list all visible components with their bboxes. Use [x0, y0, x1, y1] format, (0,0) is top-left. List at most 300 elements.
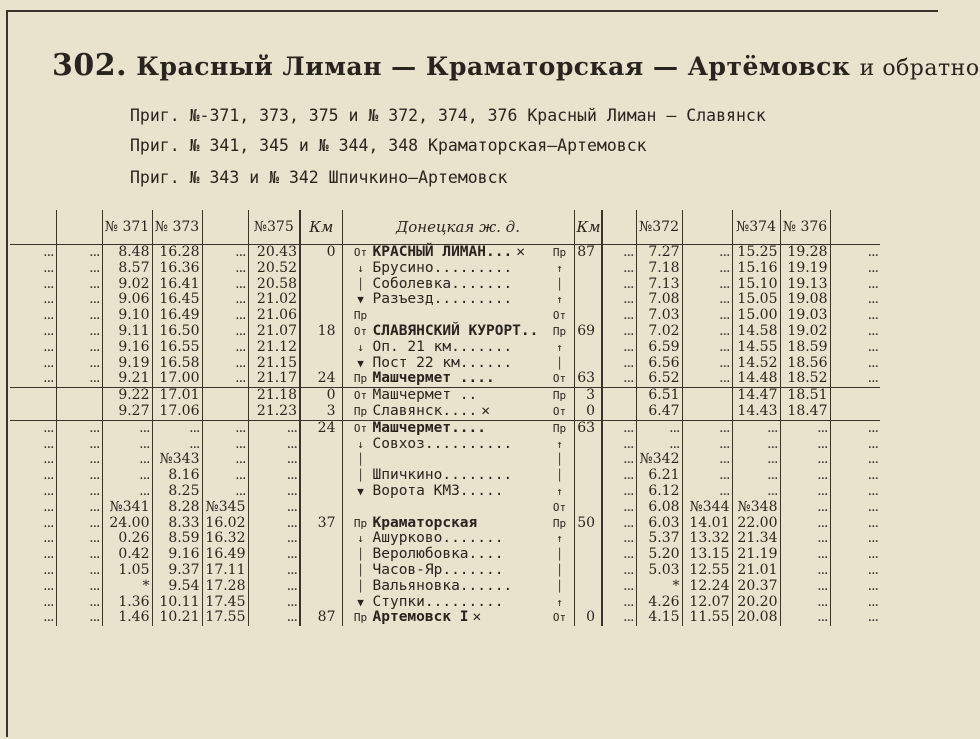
left-time-cell: ...: [43, 467, 54, 484]
station-name: Ступки.........: [372, 593, 504, 610]
direction-marker: Пр: [353, 372, 368, 386]
right-time-cell: ...: [602, 308, 636, 324]
right-time-cell: [830, 404, 880, 420]
right-time-cell: ...: [830, 484, 880, 500]
left-time-cell: 1.05: [102, 563, 152, 579]
right-time-cell: ...: [602, 563, 636, 579]
table-row: [10, 579, 936, 595]
right-time-cell: ...: [602, 610, 636, 626]
right-time-cell: 6.12: [636, 484, 682, 500]
left-time-cell: ...: [102, 437, 152, 453]
right-time-cell: ...: [830, 563, 880, 579]
left-time-cell: ...: [43, 244, 54, 260]
right-time-cell: [830, 388, 880, 404]
left-time-cell: ...: [202, 277, 248, 293]
right-time-cell: 5.20: [636, 547, 682, 563]
left-time-cell: ...: [56, 531, 102, 547]
direction-marker: От: [552, 404, 567, 418]
station-name: Шпичкино........: [372, 467, 513, 484]
station-cell: [342, 484, 574, 500]
direction-marker: От: [353, 421, 368, 435]
table-row: [10, 484, 936, 500]
right-time-cell: ...: [682, 245, 732, 261]
right-time-cell: ...: [830, 500, 880, 516]
right-time-cell: ...: [602, 277, 636, 293]
left-time-cell: *: [102, 579, 152, 595]
left-time-cell: ...: [102, 420, 152, 436]
right-time-cell: ...: [830, 437, 880, 453]
left-time-cell: ...: [202, 245, 248, 261]
right-time-cell: ...: [602, 595, 636, 611]
direction-marker: От: [353, 246, 368, 259]
right-time-cell: 12.07: [682, 595, 732, 611]
right-time-cell: ...: [602, 579, 636, 595]
left-time-cell: 16.49: [152, 308, 202, 324]
left-time-cell: 17.55: [202, 610, 248, 626]
station-name: Совхоз..........: [372, 435, 513, 452]
left-time-cell: 9.02: [102, 277, 152, 293]
right-time-cell: ...: [780, 610, 830, 626]
left-time-cell: 9.22: [102, 388, 152, 404]
left-time-cell: ...: [56, 484, 102, 500]
right-time-cell: №348: [732, 500, 780, 516]
left-time-cell: ...: [56, 563, 102, 579]
table-row: [10, 420, 936, 436]
right-time-cell: ...: [602, 356, 636, 372]
left-time-cell: ...: [43, 259, 54, 276]
left-time-cell: ...: [43, 275, 54, 292]
right-time-cell: 5.37: [636, 531, 682, 547]
right-time-cell: ...: [830, 468, 880, 484]
right-time-cell: ...: [602, 547, 636, 563]
km-cell: [300, 277, 342, 293]
left-time-cell: 20.52: [248, 261, 300, 277]
direction-marker: ↑: [556, 261, 563, 275]
right-time-cell: ...: [602, 516, 636, 532]
left-time-cell: 8.59: [152, 531, 202, 547]
left-time-cell: ...: [202, 356, 248, 372]
left-time-cell: ...: [248, 516, 300, 532]
station-cell: [342, 531, 574, 547]
direction-marker: Пр: [552, 421, 567, 435]
left-time-cell: 9.21: [102, 371, 152, 387]
table-row: [10, 340, 936, 356]
right-time-cell: 7.08: [636, 292, 682, 308]
right-time-cell: 7.03: [636, 308, 682, 324]
station-name: Ворота КМЗ.....: [372, 482, 504, 499]
right-train-header: [682, 210, 732, 245]
left-time-cell: ...: [102, 468, 152, 484]
station-name: Машчермет ....: [372, 370, 495, 387]
right-time-cell: ...: [602, 261, 636, 277]
direction-marker: ↓: [357, 437, 364, 451]
left-time-cell: ...: [248, 420, 300, 436]
left-time-cell: 16.02: [202, 516, 248, 532]
direction-marker: │: [556, 469, 563, 483]
left-train-header: [10, 210, 56, 245]
direction-marker: ↑: [556, 532, 563, 546]
left-time-cell: ...: [43, 577, 54, 594]
station-name: Машчермет....: [372, 419, 486, 436]
right-time-cell: ...: [830, 308, 880, 324]
km-cell: 3: [300, 404, 342, 420]
left-time-cell: ...: [43, 546, 54, 563]
km2-header: Км: [574, 210, 602, 245]
note-line-3: Приг. № 343 и № 342 Шпичкино—Артемовск: [130, 168, 508, 187]
left-time-cell: ...: [248, 468, 300, 484]
km2-cell: 0: [574, 404, 602, 420]
right-time-cell: ...: [602, 371, 636, 387]
km2-cell: 3: [574, 388, 602, 404]
right-time-cell: *: [636, 579, 682, 595]
right-time-cell: 14.58: [732, 324, 780, 340]
direction-marker: │: [556, 277, 563, 291]
left-time-cell: ...: [43, 593, 54, 610]
left-time-cell: [10, 388, 56, 404]
left-time-cell: ...: [202, 452, 248, 468]
left-time-cell: ...: [56, 516, 102, 532]
km2-cell: [574, 308, 602, 324]
left-time-cell: 8.16: [152, 468, 202, 484]
left-time-cell: [10, 404, 56, 420]
left-time-cell: 8.33: [152, 516, 202, 532]
left-time-cell: ...: [56, 308, 102, 324]
left-time-cell: 0.26: [102, 531, 152, 547]
km2-cell: [574, 340, 602, 356]
table-row: [10, 371, 936, 387]
left-time-cell: ...: [56, 292, 102, 308]
right-time-cell: 21.19: [732, 547, 780, 563]
left-train-header: [202, 210, 248, 245]
left-time-cell: ...: [202, 261, 248, 277]
right-time-cell: ...: [602, 292, 636, 308]
table-row: [10, 500, 936, 516]
right-time-cell: [602, 404, 636, 420]
direction-marker: ↓: [357, 261, 364, 275]
right-time-cell: ...: [830, 292, 880, 308]
left-time-cell: ...: [248, 610, 300, 626]
direction-marker: Пр: [552, 389, 567, 403]
right-time-cell: ...: [830, 547, 880, 563]
km-cell: 0: [300, 388, 342, 404]
left-time-cell: ...: [202, 484, 248, 500]
station-cell: [342, 388, 574, 404]
left-time-cell: ...: [43, 338, 54, 355]
table-row: [10, 595, 936, 611]
left-time-cell: [56, 388, 102, 404]
left-time-cell: ...: [202, 308, 248, 324]
right-time-cell: [682, 404, 732, 420]
right-train-header: №372: [636, 210, 682, 245]
left-time-cell: 17.28: [202, 579, 248, 595]
left-time-cell: ...: [56, 324, 102, 340]
right-time-cell: 19.19: [780, 261, 830, 277]
left-time-cell: №345: [202, 500, 248, 516]
direction-marker: От: [552, 611, 567, 625]
right-time-cell: ...: [682, 468, 732, 484]
right-time-cell: ...: [682, 340, 732, 356]
left-time-cell: 16.28: [152, 245, 202, 261]
right-time-cell: ...: [830, 324, 880, 340]
direction-marker: Пр: [353, 309, 368, 323]
station-cell: [342, 340, 574, 356]
table-row: [10, 356, 936, 372]
right-time-cell: №342: [636, 452, 682, 468]
direction-marker: От: [353, 389, 368, 403]
left-time-cell: 16.36: [152, 261, 202, 277]
right-time-cell: ...: [830, 340, 880, 356]
direction-marker: ↓: [357, 532, 364, 546]
right-time-cell: 7.18: [636, 261, 682, 277]
left-time-cell: ...: [248, 547, 300, 563]
right-time-cell: 7.27: [636, 245, 682, 261]
right-time-cell: 13.32: [682, 531, 732, 547]
left-time-cell: ...: [152, 420, 202, 436]
right-time-cell: 21.34: [732, 531, 780, 547]
km2-cell: [574, 468, 602, 484]
km2-cell: [574, 277, 602, 293]
km-cell: [300, 531, 342, 547]
left-time-cell: 21.17: [248, 371, 300, 387]
route-name: Красный Лиман — Краматорская — Артёмовск: [136, 52, 851, 81]
timetable: [10, 210, 936, 626]
right-time-cell: ...: [682, 308, 732, 324]
table-row: [10, 547, 936, 563]
right-time-cell: 15.25: [732, 245, 780, 261]
right-time-cell: 19.08: [780, 292, 830, 308]
km2-cell: [574, 452, 602, 468]
left-time-cell: ...: [43, 435, 54, 452]
km-cell: 24: [300, 371, 342, 387]
direction-marker: ↑: [556, 293, 563, 307]
right-time-cell: 13.15: [682, 547, 732, 563]
station-symbol-icon: ✕: [516, 244, 525, 260]
left-time-cell: ...: [43, 561, 54, 578]
direction-marker: От: [552, 309, 567, 323]
left-time-cell: 9.16: [102, 340, 152, 356]
station-cell: [342, 547, 574, 563]
right-time-cell: ...: [780, 547, 830, 563]
direction-marker: От: [353, 324, 368, 338]
left-time-cell: ...: [202, 371, 248, 387]
left-time-cell: ...: [202, 420, 248, 436]
station-name: Оп. 21 км.......: [372, 338, 513, 355]
right-time-cell: 6.08: [636, 500, 682, 516]
km-cell: 0: [300, 245, 342, 261]
km-cell: 87: [300, 610, 342, 626]
left-time-cell: ...: [56, 420, 102, 436]
station-cell: [342, 595, 574, 611]
left-time-cell: 16.41: [152, 277, 202, 293]
right-time-cell: ...: [830, 420, 880, 436]
left-time-cell: 1.36: [102, 595, 152, 611]
left-time-cell: 16.50: [152, 324, 202, 340]
right-train-header: [830, 210, 880, 245]
km-cell: [300, 468, 342, 484]
right-train-header: [602, 210, 636, 245]
left-time-cell: [56, 404, 102, 420]
table-row: [10, 261, 936, 277]
direction-marker: От: [552, 500, 567, 514]
left-time-cell: 21.07: [248, 324, 300, 340]
right-time-cell: ...: [602, 324, 636, 340]
table-row: [10, 563, 936, 579]
direction-marker: │: [357, 548, 364, 562]
left-train-header: № 371: [102, 210, 152, 245]
direction-marker: ▼: [357, 293, 364, 307]
direction-marker: Пр: [353, 404, 368, 418]
direction-marker: │: [357, 277, 364, 291]
left-time-cell: ...: [152, 437, 202, 453]
table-row: [10, 245, 936, 261]
right-time-cell: ...: [780, 468, 830, 484]
station-name: Брусино.........: [372, 259, 513, 276]
station-cell: [342, 516, 574, 532]
km-cell: [300, 340, 342, 356]
station-cell: [342, 245, 574, 261]
right-time-cell: ...: [830, 356, 880, 372]
right-time-cell: ...: [830, 261, 880, 277]
right-time-cell: 20.20: [732, 595, 780, 611]
right-time-cell: 19.02: [780, 324, 830, 340]
right-time-cell: ...: [732, 452, 780, 468]
right-time-cell: 14.47: [732, 388, 780, 404]
left-time-cell: ...: [43, 370, 54, 387]
table-row: [10, 531, 936, 547]
direction-marker: ↓: [357, 340, 364, 354]
right-time-cell: 18.56: [780, 356, 830, 372]
right-time-cell: ...: [830, 277, 880, 293]
right-time-cell: 6.21: [636, 468, 682, 484]
right-time-cell: ...: [602, 484, 636, 500]
table-row: [10, 324, 936, 340]
left-time-cell: ...: [56, 595, 102, 611]
left-time-cell: ...: [43, 482, 54, 499]
left-time-cell: ...: [202, 468, 248, 484]
right-time-cell: 6.47: [636, 404, 682, 420]
left-time-cell: 16.45: [152, 292, 202, 308]
left-time-cell: ...: [43, 451, 54, 468]
right-time-cell: ...: [682, 324, 732, 340]
right-time-cell: 21.01: [732, 563, 780, 579]
km-cell: 18: [300, 324, 342, 340]
left-time-cell: 9.16: [152, 547, 202, 563]
route-number: 302.: [52, 48, 128, 83]
right-time-cell: 4.26: [636, 595, 682, 611]
station-name: Соболевка.......: [372, 275, 513, 292]
left-time-cell: 9.27: [102, 404, 152, 420]
station-cell: [342, 261, 574, 277]
direction-marker: ▼: [357, 484, 364, 498]
right-time-cell: ...: [830, 531, 880, 547]
km-cell: [300, 547, 342, 563]
right-time-cell: 18.47: [780, 404, 830, 420]
table-row: [10, 610, 936, 626]
left-time-cell: ...: [202, 437, 248, 453]
direction-marker: ↑: [556, 437, 563, 451]
left-time-cell: ...: [102, 452, 152, 468]
right-time-cell: ...: [780, 452, 830, 468]
right-time-cell: ...: [682, 437, 732, 453]
right-train-header: №374: [732, 210, 780, 245]
station-cell: [342, 292, 574, 308]
table-header-row: [10, 210, 936, 245]
left-time-cell: ...: [10, 420, 56, 436]
direction-marker: Пр: [552, 246, 567, 259]
right-time-cell: 6.51: [636, 388, 682, 404]
right-time-cell: ...: [780, 437, 830, 453]
left-time-cell: ...: [56, 547, 102, 563]
right-time-cell: 5.03: [636, 563, 682, 579]
table-row: [10, 404, 936, 420]
left-time-cell: ...: [202, 340, 248, 356]
left-time-cell: ...: [56, 468, 102, 484]
km-cell: [300, 595, 342, 611]
km2-cell: [574, 595, 602, 611]
right-time-cell: 19.28: [780, 245, 830, 261]
left-train-header: №375: [248, 210, 300, 245]
right-time-cell: ...: [830, 371, 880, 387]
station-cell: [342, 437, 574, 453]
table-row: [10, 388, 936, 404]
left-time-cell: 16.32: [202, 531, 248, 547]
right-time-cell: 6.59: [636, 340, 682, 356]
station-name: Пост 22 км......: [372, 354, 513, 371]
km2-cell: [574, 500, 602, 516]
left-time-cell: ...: [248, 595, 300, 611]
km-cell: [300, 356, 342, 372]
note-line-1: Приг. №‑371, 373, 375 и № 372, 374, 376 Красный Лиман — Славянск: [130, 106, 766, 125]
left-time-cell: ...: [248, 500, 300, 516]
left-time-cell: [202, 388, 248, 404]
left-time-cell: 9.37: [152, 563, 202, 579]
left-time-cell: [202, 404, 248, 420]
direction-marker: │: [357, 469, 364, 483]
left-time-cell: ...: [202, 324, 248, 340]
km2-cell: [574, 547, 602, 563]
left-time-cell: 9.06: [102, 292, 152, 308]
station-cell: [342, 356, 574, 372]
direction-marker: │: [556, 548, 563, 562]
left-time-cell: 1.46: [102, 610, 152, 626]
direction-marker: │: [556, 579, 563, 593]
right-time-cell: 14.01: [682, 516, 732, 532]
left-time-cell: 20.58: [248, 277, 300, 293]
left-time-cell: ...: [43, 530, 54, 547]
left-time-cell: 17.00: [152, 371, 202, 387]
station-name: Вальяновка......: [372, 577, 513, 594]
left-time-cell: ...: [102, 484, 152, 500]
right-time-cell: ...: [780, 579, 830, 595]
km-cell: 37: [300, 516, 342, 532]
left-time-cell: 9.11: [102, 324, 152, 340]
left-time-cell: 8.48: [102, 245, 152, 261]
station-cell: [342, 371, 574, 387]
left-time-cell: 21.02: [248, 292, 300, 308]
right-time-cell: 12.55: [682, 563, 732, 579]
km2-cell: 63: [574, 420, 602, 436]
right-time-cell: ...: [602, 531, 636, 547]
left-time-cell: 21.12: [248, 340, 300, 356]
left-time-cell: ...: [248, 579, 300, 595]
right-time-cell: 18.51: [780, 388, 830, 404]
left-time-cell: ...: [56, 356, 102, 372]
km-cell: [300, 500, 342, 516]
direction-marker: ↑: [556, 484, 563, 498]
table-row: [10, 292, 936, 308]
direction-marker: Пр: [552, 324, 567, 338]
direction-marker: Пр: [552, 516, 567, 530]
